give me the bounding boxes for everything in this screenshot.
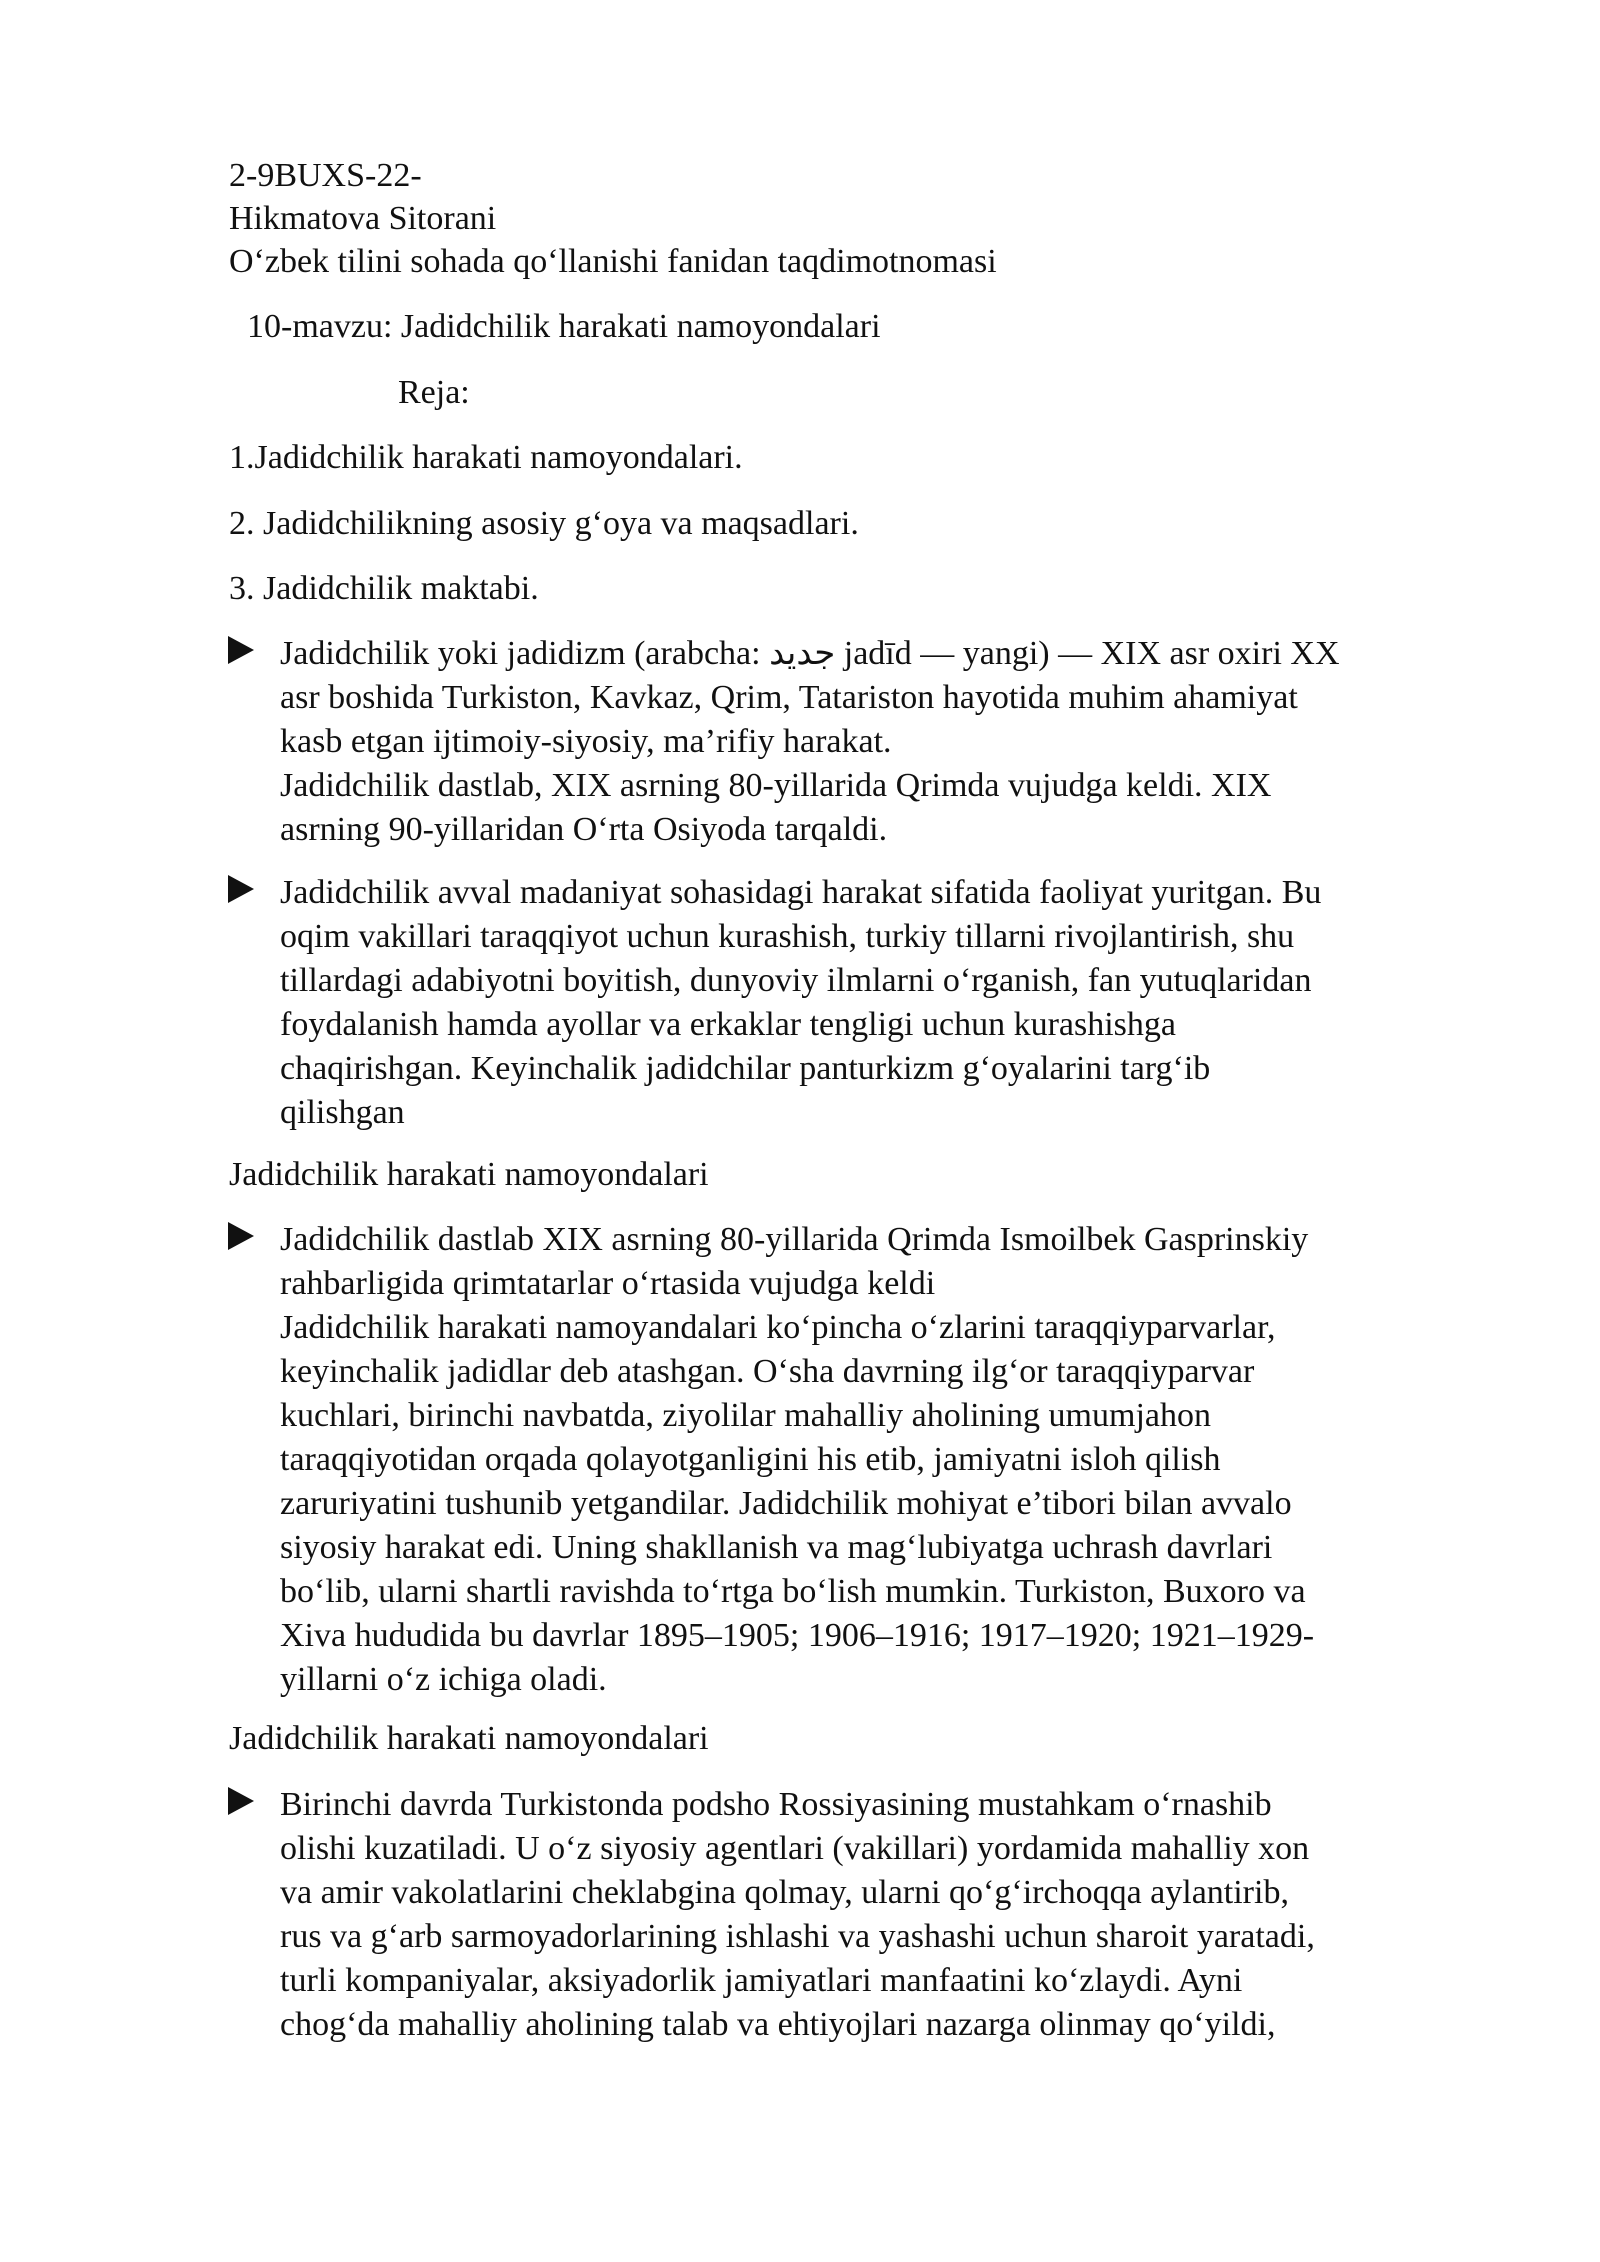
- paragraph-line: olishi kuzatiladi. U o‘z siyosiy agentlari (vakillari) yordamida mahalliy xon: [280, 1830, 1310, 1867]
- plan-item-2: 2. Jadidchilikning asosiy g‘oya va maqsadlari.: [229, 505, 859, 542]
- paragraph-line: Jadidchilik harakati namoyandalari ko‘pincha o‘zlarini taraqqiyparvarlar,: [280, 1309, 1276, 1346]
- paragraph-line: keyinchalik jadidlar deb atashgan. O‘sha davrning ilg‘or taraqqiyparvar: [280, 1353, 1255, 1390]
- paragraph-line: asr boshida Turkiston, Kavkaz, Qrim, Tatariston hayotida muhim ahamiyat: [280, 679, 1298, 716]
- subject-line: O‘zbek tilini sohada qo‘llanishi fanidan taqdimotnomasi: [229, 243, 997, 280]
- paragraph-line: rus va g‘arb sarmoyadorlarining ishlashi va yashashi uchun sharoit yaratadi,: [280, 1918, 1315, 1955]
- paragraph-line: qilishgan: [280, 1094, 405, 1131]
- paragraph-line: siyosiy harakat edi. Uning shakllanish va mag‘lubiyatga uchrash davrlari: [280, 1529, 1273, 1566]
- paragraph-line: tillardagi adabiyotni boyitish, dunyoviy ilmlarni o‘rganish, fan yutuqlaridan: [280, 962, 1312, 999]
- paragraph-line: va amir vakolatlarini cheklabgina qolmay, ularni qo‘g‘irchoqqa aylantirib,: [280, 1874, 1289, 1911]
- paragraph-line: Birinchi davrda Turkistonda podsho Rossiyasining mustahkam o‘rnashib: [280, 1786, 1272, 1823]
- triangle-right-icon: [228, 636, 254, 664]
- paragraph-line: Jadidchilik avval madaniyat sohasidagi harakat sifatida faoliyat yuritgan. Bu: [280, 874, 1322, 911]
- paragraph-line: Jadidchilik yoki jadidizm (arabcha: جديد jadīd — yangi) — XIX asr oxiri XX: [280, 635, 1340, 672]
- paragraph-line: kasb etgan ijtimoiy-siyosiy, ma’rifiy harakat.: [280, 723, 892, 760]
- paragraph-line: turli kompaniyalar, aksiyadorlik jamiyatlari manfaatini ko‘zlaydi. Ayni: [280, 1962, 1243, 1999]
- paragraph-line: chaqirishgan. Keyinchalik jadidchilar panturkizm g‘oyalarini targ‘ib: [280, 1050, 1211, 1087]
- bullet-paragraph-4: [280, 1783, 1515, 2047]
- paragraph-line: foydalanish hamda ayollar va erkaklar tengligi uchun kurashishga: [280, 1006, 1176, 1043]
- section-heading-1: Jadidchilik harakati namoyondalari: [229, 1156, 709, 1193]
- topic-title: 10-mavzu: Jadidchilik harakati namoyondalari: [247, 308, 881, 345]
- triangle-right-icon: [228, 1222, 254, 1250]
- paragraph-line: chog‘da mahalliy aholining talab va ehtiyojlari nazarga olinmay qo‘yildi,: [280, 2006, 1276, 2043]
- triangle-right-icon: [228, 875, 254, 903]
- bullet-paragraph-2: [280, 871, 1515, 1135]
- paragraph-line: Jadidchilik dastlab, XIX asrning 80-yillarida Qrimda vujudga keldi. XIX: [280, 767, 1272, 804]
- paragraph-line: bo‘lib, ularni shartli ravishda to‘rtga bo‘lish mumkin. Turkiston, Buxoro va: [280, 1573, 1306, 1610]
- plan-label: Reja:: [398, 374, 470, 411]
- paragraph-line: Xiva hududida bu davrlar 1895–1905; 1906–1916; 1917–1920; 1921–1929-: [280, 1617, 1315, 1654]
- paragraph-line: zaruriyatini tushunib yetgandilar. Jadidchilik mohiyat e’tibori bilan avvalo: [280, 1485, 1292, 1522]
- plan-item-1: 1.Jadidchilik harakati namoyondalari.: [229, 439, 743, 476]
- bullet-paragraph-3: [280, 1218, 1515, 1702]
- section-heading-2: Jadidchilik harakati namoyondalari: [229, 1720, 709, 1757]
- paragraph-line: Jadidchilik dastlab XIX asrning 80-yillarida Qrimda Ismoilbek Gasprinskiy: [280, 1221, 1309, 1258]
- paragraph-line: taraqqiyotidan orqada qolayotganligini his etib, jamiyatni isloh qilish: [280, 1441, 1221, 1478]
- author-name: Hikmatova Sitorani: [229, 200, 497, 237]
- bullet-paragraph-1: [280, 632, 1515, 852]
- plan-item-3: 3. Jadidchilik maktabi.: [229, 570, 539, 607]
- paragraph-line: oqim vakillari taraqqiyot uchun kurashish, turkiy tillarni rivojlantirish, shu: [280, 918, 1295, 955]
- triangle-right-icon: [228, 1787, 254, 1815]
- document-code: 2-9BUXS-22-: [229, 157, 422, 194]
- paragraph-line: rahbarligida qrimtatarlar o‘rtasida vujudga keldi: [280, 1265, 936, 1302]
- paragraph-line: yillarni o‘z ichiga oladi.: [280, 1661, 607, 1698]
- paragraph-line: asrning 90-yillaridan O‘rta Osiyoda tarqaldi.: [280, 811, 888, 848]
- paragraph-line: kuchlari, birinchi navbatda, ziyolilar mahalliy aholining umumjahon: [280, 1397, 1211, 1434]
